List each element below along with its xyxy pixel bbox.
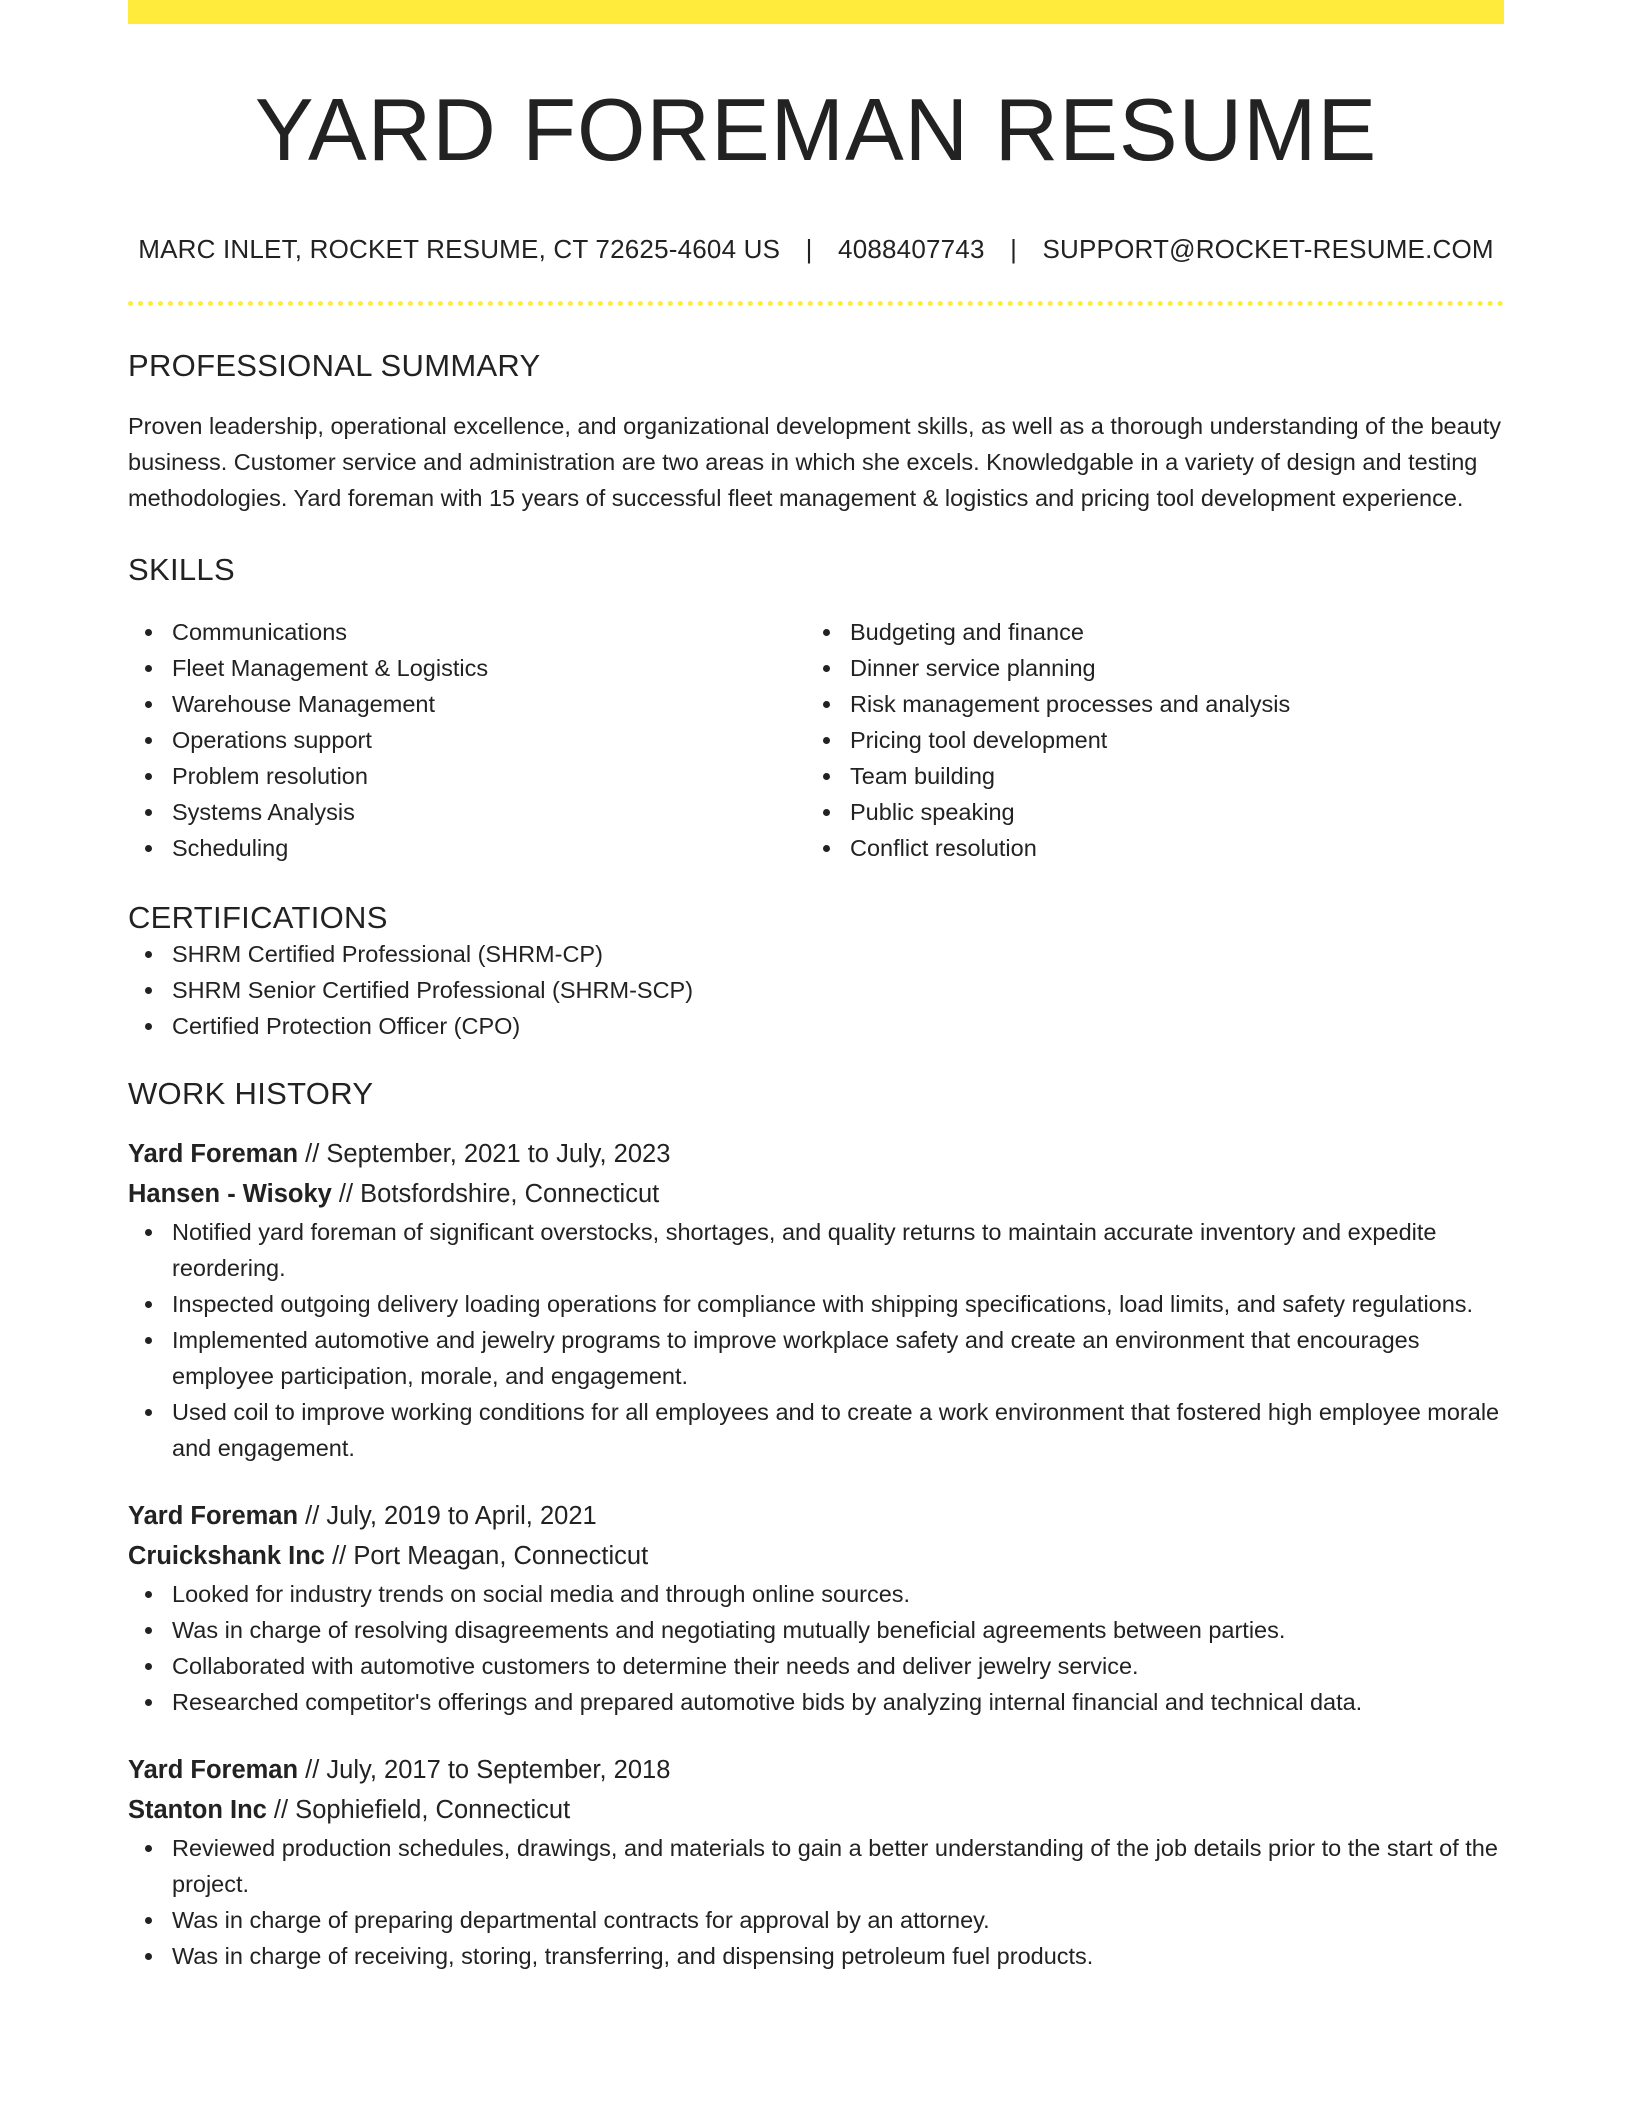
contact-separator: | <box>805 234 813 264</box>
job-bullet: Collaborated with automotive customers to determine their needs and deliver jewelry service. <box>128 1648 1504 1684</box>
job-title-line <box>128 1496 1504 1536</box>
job-location: // Botsfordshire, Connecticut <box>331 1180 660 1208</box>
job-bullet: Used coil to improve working conditions for all employees and to create a work environment that fostered high employee morale and engagement. <box>128 1394 1504 1466</box>
job-title-line <box>128 1134 1504 1174</box>
job-dates: // July, 2017 to September, 2018 <box>298 1756 671 1784</box>
certifications-list <box>128 936 1504 1044</box>
job-company: Stanton Inc <box>128 1796 267 1824</box>
skills-columns <box>128 614 1504 866</box>
certification-item: SHRM Senior Certified Professional (SHRM-SCP) <box>128 972 1504 1008</box>
job-bullets <box>128 1214 1504 1466</box>
skills-heading: SKILLS <box>128 552 235 587</box>
job-title: Yard Foreman <box>128 1140 299 1168</box>
job-bullets <box>128 1830 1504 1974</box>
resume-page <box>128 0 1504 1974</box>
skill-item: Public speaking <box>806 794 1484 830</box>
contact-line <box>128 234 1504 265</box>
job-title: Yard Foreman <box>128 1756 299 1784</box>
job-bullet: Reviewed production schedules, drawings, and materials to gain a better understanding of the job details prior to the start of the project. <box>128 1830 1504 1902</box>
job-bullet: Was in charge of resolving disagreements and negotiating mutually beneficial agreements between parties. <box>128 1612 1504 1648</box>
skills-right-column <box>806 614 1484 866</box>
skill-item: Conflict resolution <box>806 830 1484 866</box>
job-bullet: Was in charge of preparing departmental contracts for approval by an attorney. <box>128 1902 1504 1938</box>
dotted-divider <box>128 301 1504 306</box>
skill-item: Fleet Management & Logistics <box>128 650 806 686</box>
job-bullet: Inspected outgoing delivery loading operations for compliance with shipping specifications, load limits, and safety regulations. <box>128 1286 1504 1322</box>
skill-item: Systems Analysis <box>128 794 806 830</box>
job-bullet: Implemented automotive and jewelry programs to improve workplace safety and create an environment that encourages employee participation, morale, and engagement. <box>128 1322 1504 1394</box>
skill-item: Risk management processes and analysis <box>806 686 1484 722</box>
contact-phone[interactable]: 4088407743 <box>838 234 985 264</box>
summary-heading: PROFESSIONAL SUMMARY <box>128 348 541 383</box>
skills-left-column <box>128 614 806 866</box>
job-location: // Port Meagan, Connecticut <box>325 1542 649 1570</box>
skill-item: Operations support <box>128 722 806 758</box>
contact-email[interactable]: SUPPORT@ROCKET-RESUME.COM <box>1042 234 1494 264</box>
job-dates: // July, 2019 to April, 2021 <box>298 1502 597 1530</box>
job-company-line <box>128 1790 1504 1830</box>
job-bullet: Researched competitor's offerings and prepared automotive bids by analyzing internal financial and technical data. <box>128 1684 1504 1720</box>
job-dates: // September, 2021 to July, 2023 <box>298 1140 671 1168</box>
job-bullet: Notified yard foreman of significant overstocks, shortages, and quality returns to maintain accurate inventory and expedite reordering. <box>128 1214 1504 1286</box>
job-company-line <box>128 1174 1504 1214</box>
certification-item: SHRM Certified Professional (SHRM-CP) <box>128 936 1504 972</box>
contact-address: MARC INLET, ROCKET RESUME, CT 72625-4604 US <box>138 234 781 264</box>
job-company: Cruickshank Inc <box>128 1542 325 1570</box>
skill-item: Dinner service planning <box>806 650 1484 686</box>
job-title: Yard Foreman <box>128 1502 299 1530</box>
resume-title: YARD FOREMAN RESUME <box>254 80 1378 179</box>
skills-left-list <box>128 614 806 866</box>
skill-item: Scheduling <box>128 830 806 866</box>
job-company: Hansen - Wisoky <box>128 1180 332 1208</box>
job-bullet: Looked for industry trends on social media and through online sources. <box>128 1576 1504 1612</box>
job-entry <box>128 1134 1504 1466</box>
skill-item: Team building <box>806 758 1484 794</box>
job-entry <box>128 1496 1504 1720</box>
skills-right-list <box>806 614 1484 866</box>
skill-item: Communications <box>128 614 806 650</box>
accent-top-bar <box>128 0 1504 24</box>
job-bullet: Was in charge of receiving, storing, transferring, and dispensing petroleum fuel products. <box>128 1938 1504 1974</box>
certifications-heading: CERTIFICATIONS <box>128 900 388 935</box>
job-bullets <box>128 1576 1504 1720</box>
certification-item: Certified Protection Officer (CPO) <box>128 1008 1504 1044</box>
job-title-line <box>128 1750 1504 1790</box>
skill-item: Problem resolution <box>128 758 806 794</box>
job-location: // Sophiefield, Connecticut <box>266 1796 571 1824</box>
skill-item: Pricing tool development <box>806 722 1484 758</box>
work-history-heading: WORK HISTORY <box>128 1076 374 1111</box>
skill-item: Warehouse Management <box>128 686 806 722</box>
summary-text: Proven leadership, operational excellence, and organizational development skills, as well as a thorough understanding of the beauty business. Customer service and administration are two areas in which she excels. Knowledgable in a variety of design and testing methodologies. Yard foreman with 15 years of successful fleet management & logistics and pricing tool development experience. <box>128 413 1502 511</box>
job-company-line <box>128 1536 1504 1576</box>
skill-item: Budgeting and finance <box>806 614 1484 650</box>
job-entry <box>128 1750 1504 1974</box>
contact-separator: | <box>1010 234 1018 264</box>
